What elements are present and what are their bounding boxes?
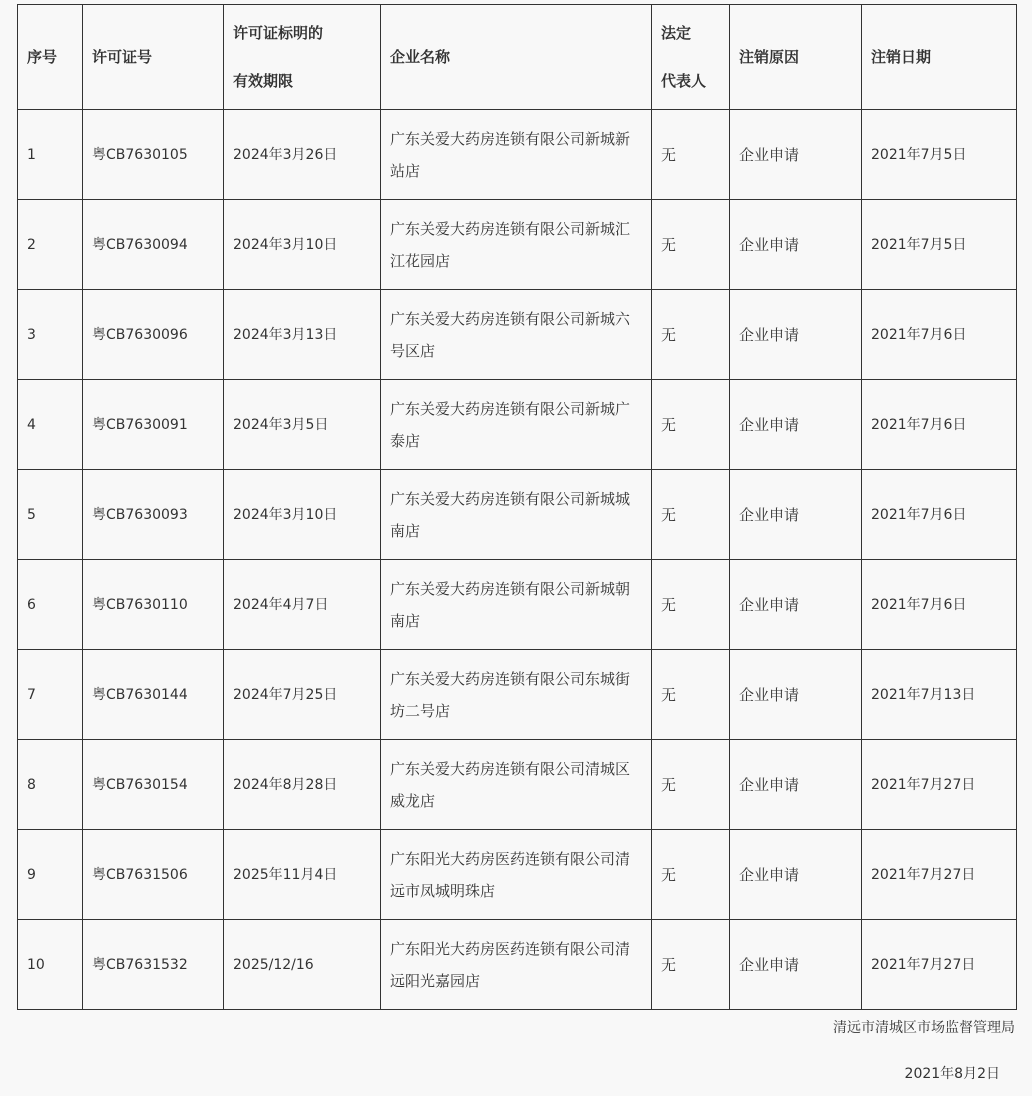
cell-reason: 企业申请 — [730, 470, 862, 560]
cell-company: 广东关爱大药房连锁有限公司新城汇江花园店 — [381, 200, 652, 290]
cell-validity: 2025/12/16 — [224, 920, 381, 1010]
cell-company: 广东关爱大药房连锁有限公司新城六号区店 — [381, 290, 652, 380]
header-cancel-date: 注销日期 — [862, 5, 1017, 110]
table-row — [18, 830, 1017, 920]
cell-seq: 6 — [18, 560, 83, 650]
cell-legal-rep: 无 — [652, 200, 730, 290]
cell-license-no: 粤CB7630105 — [83, 110, 224, 200]
cell-cancel-date: 2021年7月5日 — [862, 200, 1017, 290]
table-row — [18, 920, 1017, 1010]
cell-seq: 7 — [18, 650, 83, 740]
cell-cancel-date: 2021年7月13日 — [862, 650, 1017, 740]
cell-cancel-date: 2021年7月6日 — [862, 560, 1017, 650]
cell-reason: 企业申请 — [730, 830, 862, 920]
cell-company: 广东关爱大药房连锁有限公司新城新站店 — [381, 110, 652, 200]
cell-cancel-date: 2021年7月6日 — [862, 380, 1017, 470]
header-company: 企业名称 — [381, 5, 652, 110]
cell-reason: 企业申请 — [730, 920, 862, 1010]
header-license-no: 许可证号 — [83, 5, 224, 110]
cell-validity: 2024年3月26日 — [224, 110, 381, 200]
cell-reason: 企业申请 — [730, 740, 862, 830]
table-row — [18, 650, 1017, 740]
header-reason: 注销原因 — [730, 5, 862, 110]
cell-reason: 企业申请 — [730, 380, 862, 470]
cell-company: 广东关爱大药房连锁有限公司东城街坊二号店 — [381, 650, 652, 740]
cell-legal-rep: 无 — [652, 560, 730, 650]
cell-seq: 8 — [18, 740, 83, 830]
cell-seq: 4 — [18, 380, 83, 470]
header-legal-rep-line2: 代表人 — [661, 72, 707, 90]
cell-cancel-date: 2021年7月27日 — [862, 740, 1017, 830]
cell-cancel-date: 2021年7月27日 — [862, 830, 1017, 920]
cancellation-table — [17, 4, 1017, 1010]
cell-legal-rep: 无 — [652, 830, 730, 920]
cell-company: 广东关爱大药房连锁有限公司清城区威龙店 — [381, 740, 652, 830]
table-row — [18, 290, 1017, 380]
cell-company: 广东阳光大药房医药连锁有限公司清远阳光嘉园店 — [381, 920, 652, 1010]
issuing-agency: 清远市清城区市场监督管理局 — [833, 1020, 1015, 1036]
cell-seq: 10 — [18, 920, 83, 1010]
cell-license-no: 粤CB7630110 — [83, 560, 224, 650]
cell-seq: 2 — [18, 200, 83, 290]
cell-company: 广东关爱大药房连锁有限公司新城朝南店 — [381, 560, 652, 650]
cell-validity: 2024年3月10日 — [224, 470, 381, 560]
cell-legal-rep: 无 — [652, 110, 730, 200]
cell-cancel-date: 2021年7月6日 — [862, 290, 1017, 380]
table-row — [18, 110, 1017, 200]
cell-license-no: 粤CB7631532 — [83, 920, 224, 1010]
cell-reason: 企业申请 — [730, 650, 862, 740]
cell-reason: 企业申请 — [730, 110, 862, 200]
notice-sheet — [17, 4, 1016, 1010]
cell-license-no: 粤CB7630144 — [83, 650, 224, 740]
header-row — [18, 5, 1017, 110]
cell-validity: 2024年7月25日 — [224, 650, 381, 740]
cell-company: 广东阳光大药房医药连锁有限公司清远市凤城明珠店 — [381, 830, 652, 920]
cell-validity: 2024年8月28日 — [224, 740, 381, 830]
issue-date: 2021年8月2日 — [904, 1066, 1000, 1082]
cell-license-no: 粤CB7630154 — [83, 740, 224, 830]
cell-legal-rep: 无 — [652, 290, 730, 380]
cell-reason: 企业申请 — [730, 200, 862, 290]
header-legal-rep-line1: 法定 — [661, 24, 692, 42]
cell-reason: 企业申请 — [730, 560, 862, 650]
cell-cancel-date: 2021年7月6日 — [862, 470, 1017, 560]
cell-reason: 企业申请 — [730, 290, 862, 380]
cell-validity: 2024年3月10日 — [224, 200, 381, 290]
cell-company: 广东关爱大药房连锁有限公司新城广泰店 — [381, 380, 652, 470]
cell-cancel-date: 2021年7月27日 — [862, 920, 1017, 1010]
table-row — [18, 470, 1017, 560]
table-row — [18, 740, 1017, 830]
cell-validity: 2025年11月4日 — [224, 830, 381, 920]
cell-legal-rep: 无 — [652, 650, 730, 740]
cell-license-no: 粤CB7630094 — [83, 200, 224, 290]
header-validity — [224, 5, 381, 110]
cell-seq: 9 — [18, 830, 83, 920]
cell-legal-rep: 无 — [652, 920, 730, 1010]
cell-legal-rep: 无 — [652, 740, 730, 830]
cell-license-no: 粤CB7630096 — [83, 290, 224, 380]
header-legal-rep — [652, 5, 730, 110]
cell-seq: 5 — [18, 470, 83, 560]
table-row — [18, 560, 1017, 650]
header-validity-line1: 许可证标明的 — [233, 24, 324, 42]
header-seq: 序号 — [18, 5, 83, 110]
header-validity-line2: 有效期限 — [233, 72, 294, 90]
cell-license-no: 粤CB7630093 — [83, 470, 224, 560]
table-row — [18, 380, 1017, 470]
cell-legal-rep: 无 — [652, 470, 730, 560]
cell-license-no: 粤CB7631506 — [83, 830, 224, 920]
cell-legal-rep: 无 — [652, 380, 730, 470]
cell-seq: 3 — [18, 290, 83, 380]
cell-cancel-date: 2021年7月5日 — [862, 110, 1017, 200]
cell-seq: 1 — [18, 110, 83, 200]
table-row — [18, 200, 1017, 290]
cell-license-no: 粤CB7630091 — [83, 380, 224, 470]
cell-company: 广东关爱大药房连锁有限公司新城城南店 — [381, 470, 652, 560]
cell-validity: 2024年3月13日 — [224, 290, 381, 380]
cell-validity: 2024年3月5日 — [224, 380, 381, 470]
cell-validity: 2024年4月7日 — [224, 560, 381, 650]
